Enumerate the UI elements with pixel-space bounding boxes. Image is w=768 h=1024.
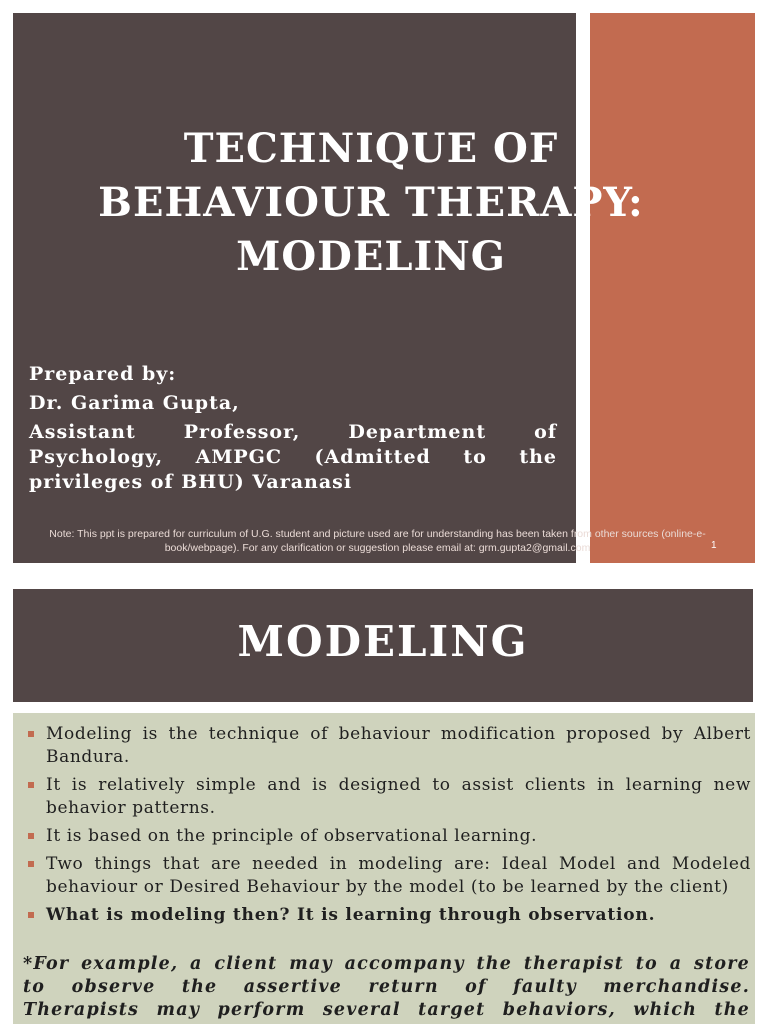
example-line: to observe the assertive return of faulty merchandise. bbox=[23, 977, 750, 997]
author-name: Dr. Garima Gupta, bbox=[29, 392, 240, 414]
example-line: *For example, a client may accompany the therapist to a store bbox=[23, 954, 750, 974]
author-block bbox=[29, 362, 557, 495]
square-bullet-icon bbox=[28, 731, 34, 737]
list-item: What is modeling then? It is learning through observation. bbox=[26, 904, 751, 927]
list-item: It is relatively simple and is designed to assist clients in learning new behavior patterns. bbox=[26, 774, 751, 820]
slide-title-line: MODELING bbox=[236, 233, 506, 280]
example-line: Therapists may perform several target behaviors, which the bbox=[23, 1000, 750, 1020]
list-item: It is based on the principle of observational learning. bbox=[26, 825, 751, 848]
square-bullet-icon bbox=[28, 782, 34, 788]
slide-title-line: BEHAVIOUR THERAPY: bbox=[98, 179, 644, 226]
slide-number: 1 bbox=[711, 540, 717, 551]
square-bullet-icon bbox=[28, 912, 34, 918]
list-item: Modeling is the technique of behaviour modification proposed by Albert Bandura. bbox=[26, 723, 751, 769]
author-affiliation: Assistant Professor, Department of Psychology, AMPGC (Admitted to the privileges of BHU) Varanasi bbox=[29, 421, 557, 493]
example-paragraph bbox=[23, 953, 750, 1022]
slide-note: Note: This ppt is prepared for curriculum of U.G. student and picture used are for understanding has been taken from other sources (online-e-book/webpage). For any clarification or suggestion please email at: grm.gupta2@gmail.com bbox=[49, 528, 706, 554]
slide-title-line: TECHNIQUE OF bbox=[183, 125, 559, 172]
square-bullet-icon bbox=[28, 861, 34, 867]
slide-title bbox=[13, 122, 729, 284]
square-bullet-icon bbox=[28, 833, 34, 839]
title-slide-accent-bar bbox=[590, 13, 755, 563]
prepared-by-label: Prepared by: bbox=[29, 363, 177, 385]
list-item: Two things that are needed in modeling are: Ideal Model and Modeled behaviour or Desired Behaviour by the model (to be learned by the client) bbox=[26, 853, 751, 899]
modeling-title: MODELING bbox=[237, 617, 529, 666]
bullet-list bbox=[26, 723, 751, 932]
